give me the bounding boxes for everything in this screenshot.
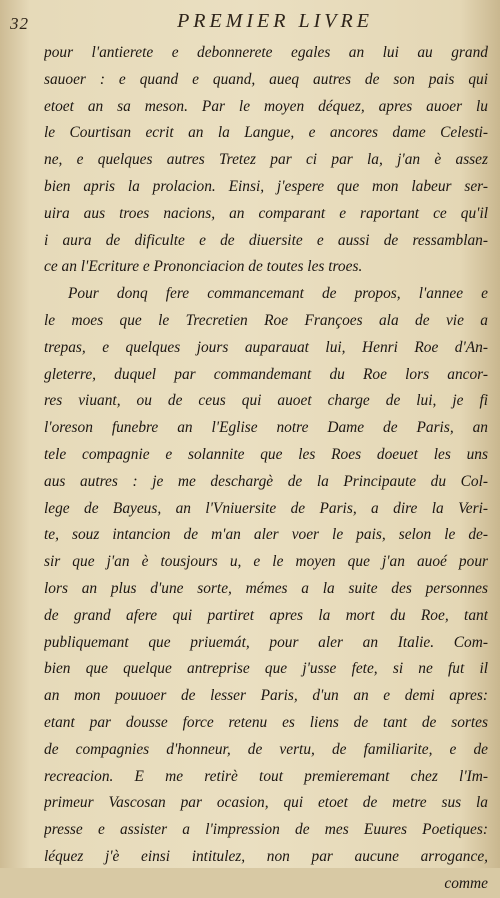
text-line: sauoer : e quand e quand, aueq autres de son pais qui [44,70,488,88]
text-line: publiquemant que priuemát, pour aler an Italie. Com- [44,633,488,651]
text-line: te, souz intancion de m'an aler voer le pais, selon le de- [44,526,488,544]
text-line: de grand afere qui partiret apres la mort du Roe, tant [44,606,488,624]
text-line: de compagnies d'honneur, de vertu, de familiarite, e de [44,740,488,758]
text-line: léquez j'è einsi intitulez, non par aucune arrogance, [44,847,488,865]
text-line: recreacion. E me retirè tout premieremant chez l'Im- [44,767,488,785]
text-line: bien apris la prolacion. Einsi, j'espere que mon labeur ser- [44,177,488,195]
text-line: tele compagnie e solannite que les Roes doeuet les uns [44,445,488,463]
text-line: l'oreson funebre an l'Eglise notre Dame de Paris, an [44,419,488,437]
text-line: i aura de dificulte e de diuersite e aussi de ressamblan- [44,231,488,249]
text-line: an mon pouuoer de lesser Paris, d'un an e demi apres: [44,687,488,705]
text-line: aus autres : je me deschargè de la Principaute du Col- [44,472,488,490]
running-head: PREMIER LIVRE [177,10,373,32]
body-text [44,40,488,898]
text-line: le moes que le Trecretien Roe Françoes ala de vie a [44,311,488,329]
page-header [0,4,500,34]
text-line: trepas, e quelques jours auparauat lui, Henri Roe d'An- [44,338,488,356]
text-line: uira aus troes nacions, an comparant e raportant ce qu'il [44,204,488,222]
text-line: le Courtisan ecrit an la Langue, e ancores dame Celesti- [44,124,488,142]
text-line: presse e assister a l'impression de mes Euures Poetiques: [44,821,488,839]
text-line: lege de Bayeus, an l'Vniuersite de Paris, a dire la Veri- [44,499,488,517]
text-line: etant par dousse force retenu es liens de tant de sortes [44,713,488,731]
text-line: ce an l'Ecriture e Prononciacion de toutes les troes. [44,258,363,276]
text-line: sir que j'an è tousjours u, e le moyen que j'an auoé pour [44,553,488,571]
text-line: gleterre, duquel par commandemant du Roe lors ancor- [44,365,488,383]
page-number: 32 [10,14,29,33]
text-line: pour l'antierete e debonnerete egales an lui au grand [44,44,488,61]
text-line: res viuant, ou de ceus qui auoet charge de lui, je fi [44,392,488,410]
catchword: comme [444,874,488,892]
text-line: ne, e quelques autres Tretez par ci par la, j'an è assez [44,151,488,169]
text-line: primeur Vascosan par ocasion, qui etoet de metre sus la [44,794,488,812]
text-line: lors an plus d'une sorte, mémes a la suite des personnes [44,579,488,597]
text-line: Pour donq fere commancemant de propos, l'annee e [68,285,488,303]
text-line: bien que quelque antreprise que j'usse fete, si ne fut il [44,660,488,678]
text-line: etoet an sa meson. Par le moyen déquez, apres auoer lu [44,97,488,115]
